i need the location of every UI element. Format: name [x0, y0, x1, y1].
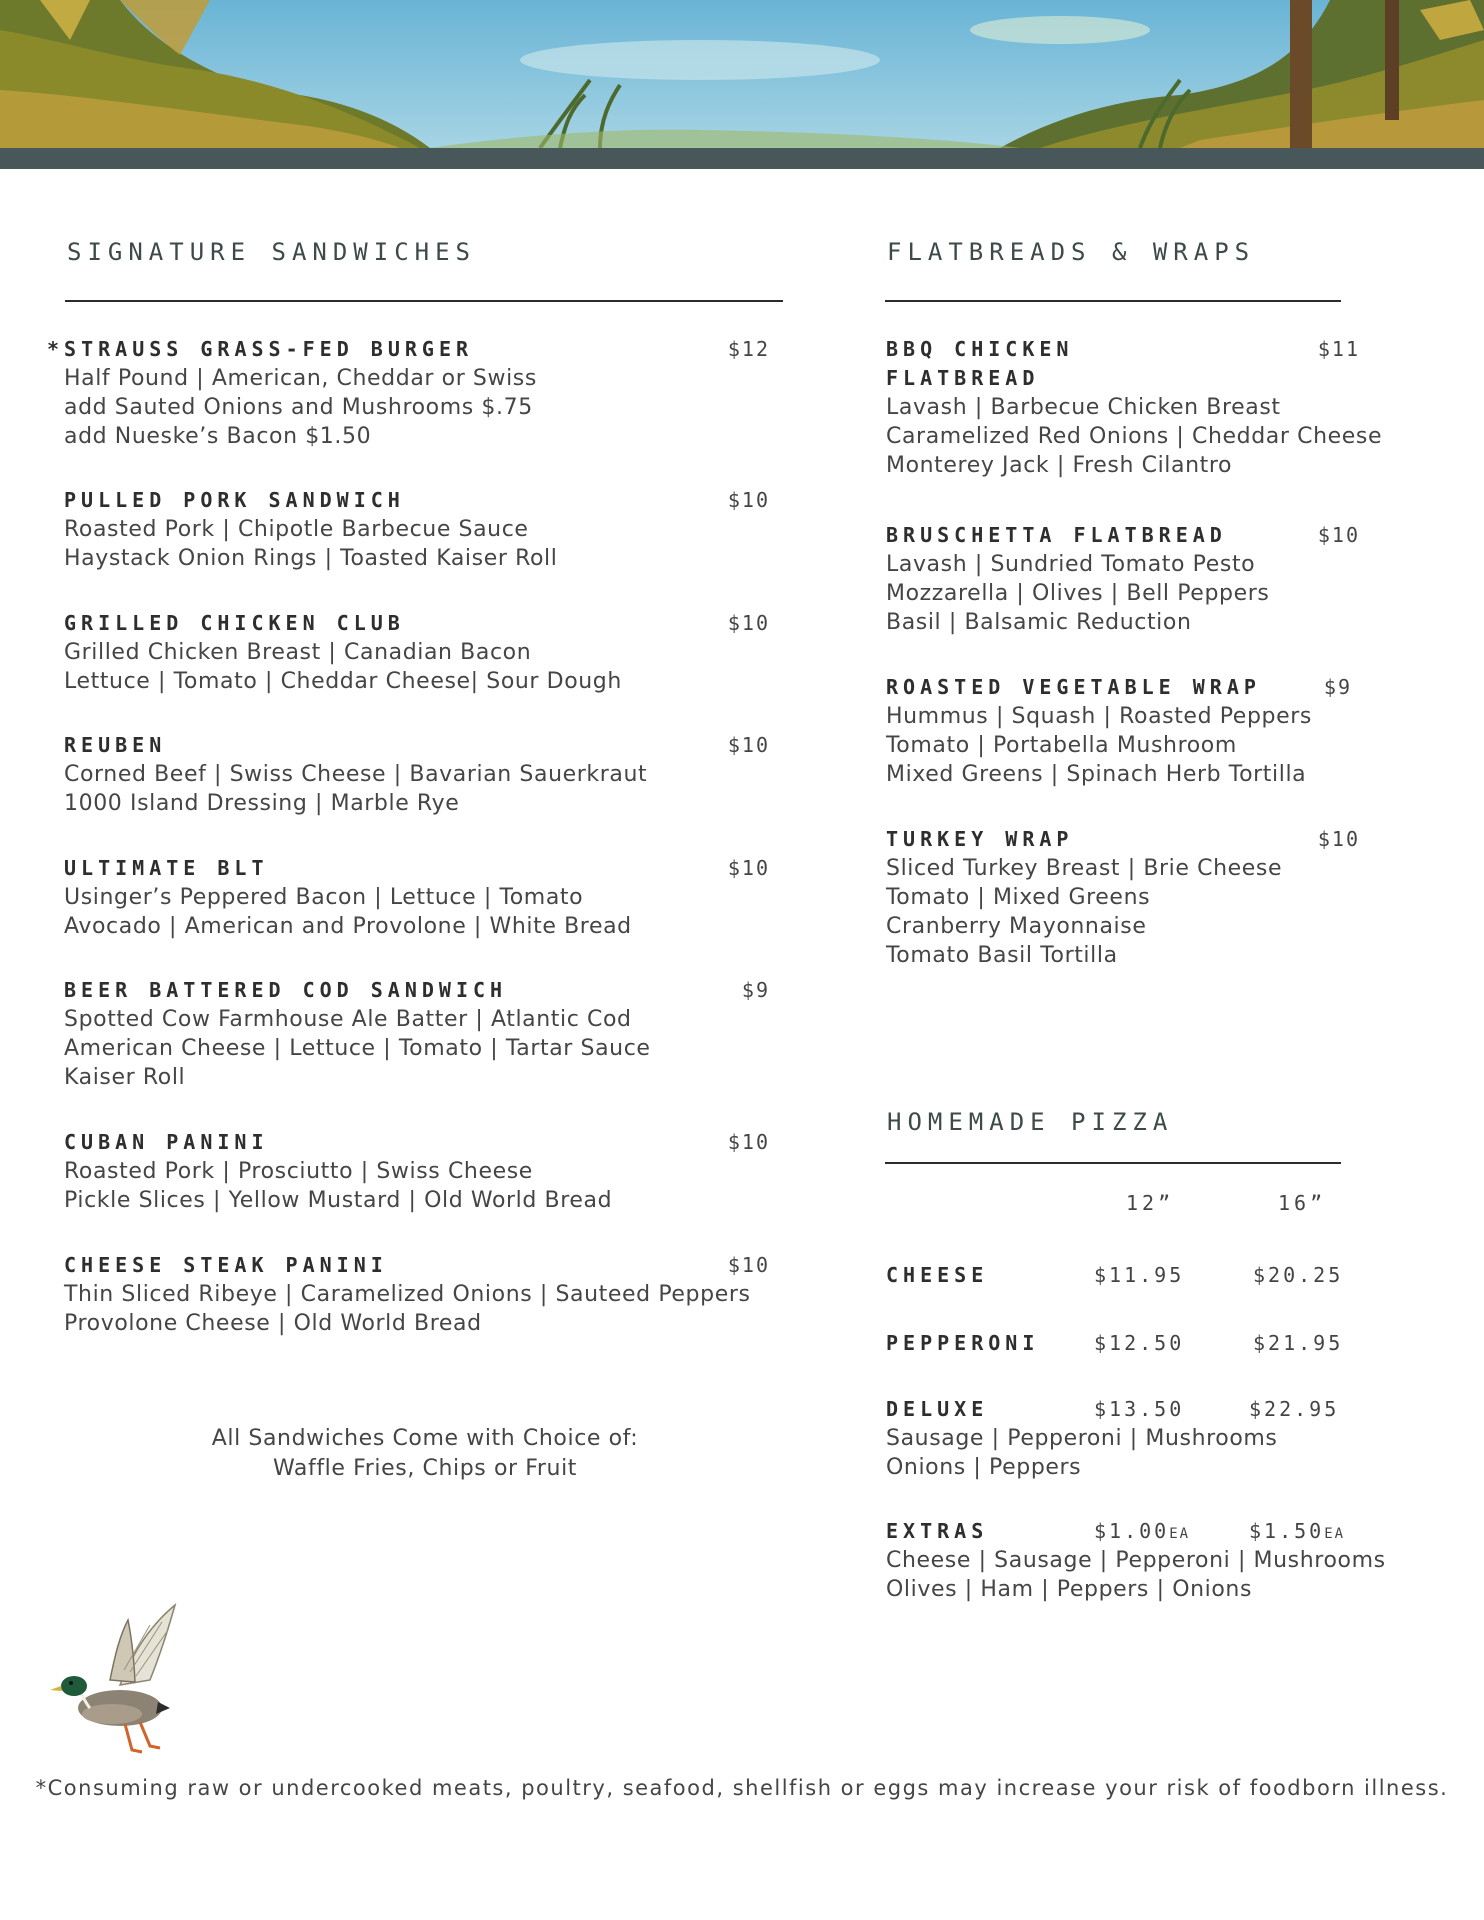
item-description: Roasted Pork | Prosciutto | Swiss Cheese Pickle Slices | Yellow Mustard | Old World Bread: [64, 1159, 613, 1213]
item-name: ULTIMATE BLT: [64, 856, 269, 880]
item-price: $10: [727, 611, 770, 635]
item-price: $10: [1317, 523, 1360, 547]
price-value: $1.50: [1249, 1519, 1325, 1543]
item-name-line2: FLATBREAD: [886, 366, 1040, 390]
flatbreads-divider: [885, 300, 1341, 302]
pizza-size-12: 12”: [1126, 1191, 1175, 1215]
pizza-price-12: $11.95: [1094, 1263, 1185, 1287]
price-suffix: EA: [1324, 1526, 1346, 1542]
sandwiches-divider: [65, 300, 783, 302]
item-price: $10: [1317, 827, 1360, 851]
pizza-size-16: 16”: [1278, 1191, 1327, 1215]
item-name: CHEESE: [886, 1263, 989, 1287]
item-description: Sausage | Pepperoni | Mushrooms Onions | Peppers: [886, 1426, 1278, 1480]
item-description: Hummus | Squash | Roasted Peppers Tomato | Portabella Mushroom Mixed Greens | Spinach Herb Tortilla: [886, 704, 1312, 787]
pizza-item: [886, 1261, 988, 1290]
menu-item: [64, 854, 632, 941]
menu-item: [64, 1251, 751, 1338]
item-description: Grilled Chicken Breast | Canadian Bacon Lettuce | Tomato | Cheddar Cheese| Sour Dough: [64, 640, 622, 694]
pizza-price-16: $21.95: [1253, 1331, 1344, 1355]
pizza-title: HOMEMADE PIZZA: [887, 1108, 1174, 1136]
menu-item: [886, 825, 1282, 970]
item-description: Roasted Pork | Chipotle Barbecue Sauce Haystack Onion Rings | Toasted Kaiser Roll: [64, 517, 558, 571]
item-description: Spotted Cow Farmhouse Ale Batter | Atlantic Cod American Cheese | Lettuce | Tomato | Tartar Sauce Kaiser Roll: [64, 1007, 651, 1090]
item-price: $10: [727, 856, 770, 880]
item-description: Usinger’s Peppered Bacon | Lettuce | Tomato Avocado | American and Provolone | White Bread: [64, 885, 632, 939]
item-name: ROASTED VEGETABLE WRAP: [886, 675, 1261, 699]
price-suffix: EA: [1169, 1526, 1191, 1542]
item-price: $12: [727, 337, 770, 361]
sandwiches-title: SIGNATURE SANDWICHES: [67, 238, 476, 266]
pizza-price-12: $13.50: [1094, 1397, 1185, 1421]
item-name: GRILLED CHICKEN CLUB: [64, 611, 405, 635]
item-description: Lavash | Barbecue Chicken Breast Caramelized Red Onions | Cheddar Cheese Monterey Jack | Fresh Cilantro: [886, 395, 1383, 478]
item-description: Thin Sliced Ribeye | Caramelized Onions | Sauteed Peppers Provolone Cheese | Old World Bread: [64, 1282, 751, 1336]
price-value: $1.00: [1094, 1519, 1170, 1543]
item-description: Corned Beef | Swiss Cheese | Bavarian Sauerkraut 1000 Island Dressing | Marble Rye: [64, 762, 648, 816]
item-price: $9: [1323, 675, 1352, 699]
item-name: PEPPERONI: [886, 1331, 1040, 1355]
item-name: *STRAUSS GRASS-FED BURGER: [47, 337, 474, 361]
menu-item: [886, 673, 1312, 789]
pizza-item: [886, 1329, 1039, 1358]
menu-item: [64, 731, 647, 818]
menu-item: [47, 335, 537, 451]
header-banner-painting: [0, 0, 1484, 148]
menu-item: [64, 486, 557, 573]
menu-item: [64, 609, 622, 696]
item-description: Sliced Turkey Breast | Brie Cheese Tomato | Mixed Greens Cranberry Mayonnaise Tomato Basil Tortilla: [886, 856, 1283, 968]
item-price: $10: [727, 733, 770, 757]
item-name: TURKEY WRAP: [886, 827, 1074, 851]
pizza-price-16: $22.95: [1249, 1397, 1340, 1421]
item-description: Half Pound | American, Cheddar or Swiss add Sauted Onions and Mushrooms $.75 add Nueske’s Bacon $1.50: [64, 366, 537, 449]
item-name: BBQ CHICKEN: [886, 337, 1074, 361]
pizza-price-12-extras: [1094, 1517, 1190, 1549]
mallard-duck-illustration: [50, 1600, 200, 1770]
menu-item: [64, 976, 651, 1092]
item-price: $9: [741, 978, 770, 1002]
menu-item: [64, 1128, 612, 1215]
header-band: [0, 148, 1484, 169]
pizza-divider: [885, 1162, 1341, 1164]
item-description: Cheese | Sausage | Pepperoni | Mushrooms Olives | Ham | Peppers | Onions: [886, 1548, 1386, 1602]
item-name: PULLED PORK SANDWICH: [64, 488, 405, 512]
pizza-price-12: $12.50: [1094, 1331, 1185, 1355]
sandwich-sides-note: All Sandwiches Come with Choice of: Waffle Fries, Chips or Fruit: [211, 1426, 639, 1481]
item-name: BRUSCHETTA FLATBREAD: [886, 523, 1227, 547]
item-price: $10: [727, 1253, 770, 1277]
menu-item: [886, 521, 1269, 637]
item-name: CHEESE STEAK PANINI: [64, 1253, 388, 1277]
item-name: BEER BATTERED COD SANDWICH: [64, 978, 508, 1002]
food-safety-disclaimer: *Consuming raw or undercooked meats, poultry, seafood, shellfish or eggs may increase your risk of foodborn illness.: [35, 1776, 1449, 1800]
flatbreads-title: FLATBREADS & WRAPS: [887, 238, 1256, 266]
pizza-item: [886, 1395, 1278, 1482]
pizza-price-16-extras: [1249, 1517, 1345, 1549]
item-name: REUBEN: [64, 733, 167, 757]
item-price: $10: [727, 1130, 770, 1154]
item-price: $10: [727, 488, 770, 512]
item-description: Lavash | Sundried Tomato Pesto Mozzarella | Olives | Bell Peppers Basil | Balsamic Reduction: [886, 552, 1270, 635]
item-name: EXTRAS: [886, 1519, 989, 1543]
item-name: DELUXE: [886, 1397, 989, 1421]
pizza-price-16: $20.25: [1253, 1263, 1344, 1287]
item-name: CUBAN PANINI: [64, 1130, 269, 1154]
item-price: $11: [1317, 337, 1360, 361]
